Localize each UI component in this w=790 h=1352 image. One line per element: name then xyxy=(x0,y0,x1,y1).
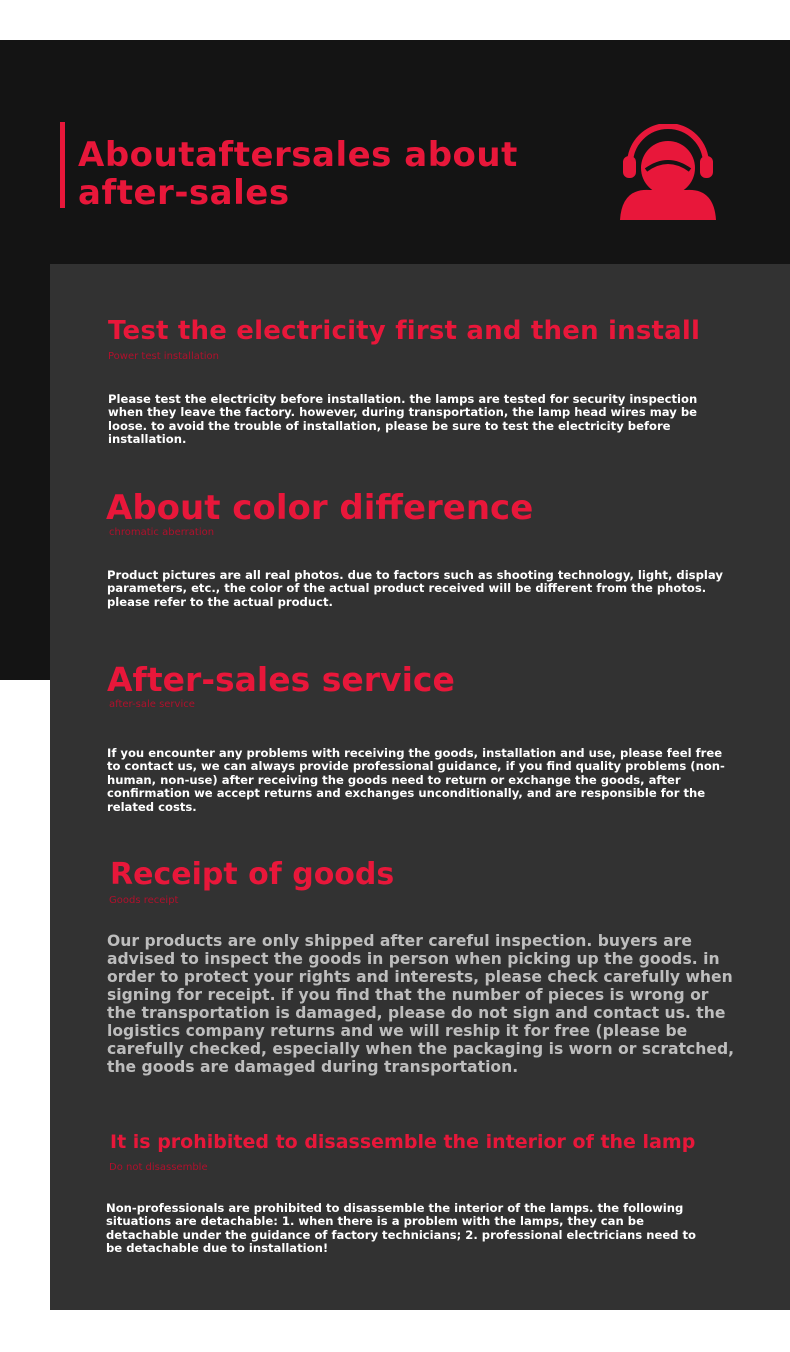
page-title-line-1: Aboutaftersales about xyxy=(78,135,518,175)
section-body-do-not-disassemble: Non-professionals are prohibited to disassemble the interior of the lamps. the following situations are detachable: 1. when there is a problem with the lamps, they can be detachable under the guidance of factory technicians; 2. professional electricians need to be detachable due to installation! xyxy=(106,1201,697,1256)
section-title-receipt-of-goods: Receipt of goods xyxy=(110,857,395,892)
title-accent-bar xyxy=(60,122,65,208)
section-subtitle-receipt-of-goods: Goods receipt xyxy=(109,895,179,906)
section-body-receipt-of-goods: Our products are only shipped after careful inspection. buyers are advised to inspect the goods in person when picking up the goods. in order to protect your rights and interests, please check carefully when signing for receipt. if you find that the number of pieces is wrong or the transportation is damaged, please do not sign and contact us. the logistics company returns and we will reship it for free (please be carefully checked, especially when the packaging is worn or scratched, the goods are damaged during transportation. xyxy=(107,932,735,1076)
section-subtitle-do-not-disassemble: Do not disassemble xyxy=(109,1162,208,1173)
section-body-power-test: Please test the electricity before installation. the lamps are tested for security inspection when they leave the factory. however, during transportation, the lamp head wires may be loose. to avoid the trouble of installation, please be sure to test the electricity before installation. xyxy=(108,392,698,447)
customer-service-headset-icon xyxy=(618,124,718,224)
page-title xyxy=(78,136,598,212)
section-subtitle-after-sales-service: after-sale service xyxy=(109,699,195,710)
section-title-after-sales-service: After-sales service xyxy=(107,660,455,699)
section-title-do-not-disassemble: It is prohibited to disassemble the interior of the lamp xyxy=(110,1131,696,1153)
section-subtitle-color-difference: chromatic aberration xyxy=(109,527,215,538)
page-title-line-2: after-sales xyxy=(78,173,290,213)
section-body-color-difference: Product pictures are all real photos. due to factors such as shooting technology, light, display parameters, etc., the color of the actual product received will be different from the photos. please refer to the actual product. xyxy=(107,568,723,609)
section-subtitle-power-test: Power test installation xyxy=(108,351,220,362)
section-title-power-test: Test the electricity first and then install xyxy=(108,316,701,346)
section-body-after-sales-service: If you encounter any problems with receiving the goods, installation and use, please feel free to contact us, we can always provide professional guidance, if you find quality problems (non-human, non-use) after receiving the goods need to return or exchange the goods, after confirmation we accept returns and exchanges unconditionally, and are responsible for the related costs. xyxy=(107,746,725,814)
section-title-color-difference: About color difference xyxy=(106,488,534,528)
